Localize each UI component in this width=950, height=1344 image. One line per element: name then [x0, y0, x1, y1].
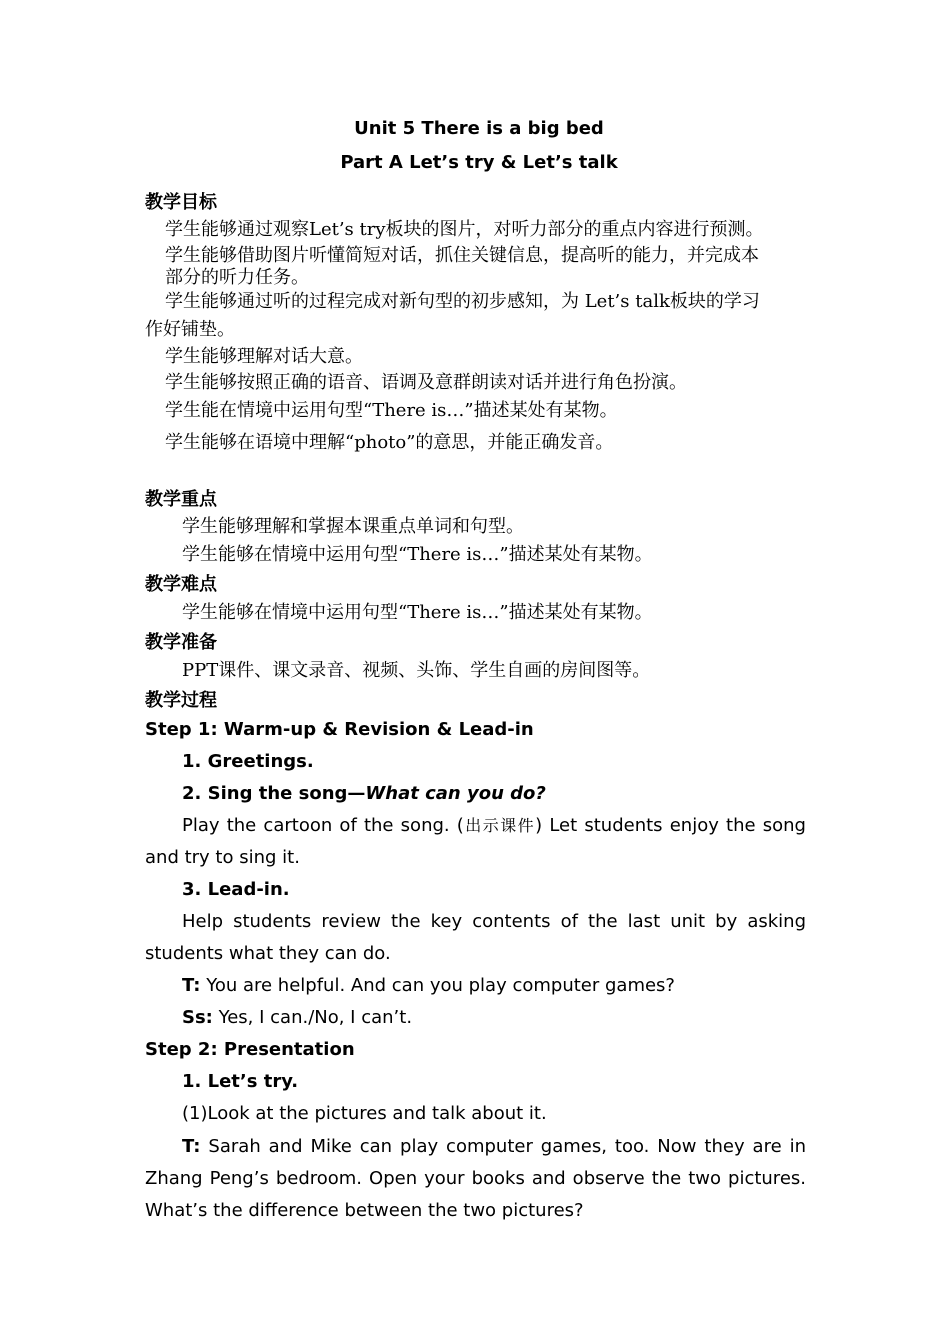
objective-item-2a: 学生能够借助图片听懂简短对话，抓住关键信息，提高听的能力，并完成本 [165, 245, 759, 266]
dialog-text: Sarah and Mike can play computer games, too. Now they are in [200, 1136, 806, 1157]
step2-dialog-t-b: Zhang Peng’s bedroom. Open your books and observe the two pictures. [145, 1168, 806, 1189]
objective-item-1: 学生能够通过观察Let’s try板块的图片，对听力部分的重点内容进行预测。 [165, 219, 764, 240]
step2-para-1: (1)Look at the pictures and talk about it. [182, 1103, 547, 1124]
key-point-1: 学生能够理解和掌握本课重点单词和句型。 [182, 516, 524, 537]
speaker-label: Ss: [182, 1007, 213, 1028]
dialog-text: You are helpful. And can you play computer games? [200, 975, 675, 996]
title-line-2: Part A Let’s try & Let’s talk [340, 152, 618, 173]
step1-para-1a [182, 814, 806, 838]
song-label: 2. Sing the song— [182, 783, 366, 804]
objective-item-6: 学生能在情境中运用句型“There is…”描述某处有某物。 [165, 400, 618, 421]
dialog-text: Yes, I can./No, I can’t. [212, 1007, 413, 1028]
step1-dialog-t [182, 974, 675, 998]
objective-item-4: 学生能够理解对话大意。 [165, 346, 363, 367]
step1-item-greetings: 1. Greetings. [182, 751, 314, 772]
para-text: ) Let students enjoy the song [535, 815, 806, 836]
title-line-1: Unit 5 There is a big bed [354, 118, 604, 139]
step2-dialog-t-c: What’s the difference between the two pictures? [145, 1200, 584, 1221]
speaker-label: T: [182, 1136, 201, 1157]
preparation-item: PPT课件、课文录音、视频、头饰、学生自画的房间图等。 [182, 660, 651, 681]
objectives-heading: 教学目标 [145, 192, 217, 213]
step1-para-2a: Help students review the key contents of the last unit by asking [182, 911, 806, 932]
key-points-heading: 教学重点 [145, 489, 217, 510]
step2-item-lets-try: 1. Let’s try. [182, 1071, 299, 1092]
objective-item-3b: 作好铺垫。 [145, 319, 235, 340]
step1-heading: Step 1: Warm-up & Revision & Lead-in [145, 719, 534, 740]
objective-item-7: 学生能够在语境中理解“photo”的意思，并能正确发音。 [165, 432, 614, 453]
step1-item-song [182, 782, 546, 806]
objective-item-3a: 学生能够通过听的过程完成对新句型的初步感知，为 Let’s talk板块的学习 [165, 291, 760, 312]
process-heading: 教学过程 [145, 690, 217, 711]
preparation-heading: 教学准备 [145, 632, 217, 653]
step1-item-leadin: 3. Lead-in. [182, 879, 290, 900]
speaker-label: T: [182, 975, 201, 996]
song-title: What can you do? [365, 783, 546, 804]
key-point-2: 学生能够在情境中运用句型“There is…”描述某处有某物。 [182, 544, 653, 565]
difficulty-1: 学生能够在情境中运用句型“There is…”描述某处有某物。 [182, 602, 653, 623]
objective-item-5: 学生能够按照正确的语音、语调及意群朗读对话并进行角色扮演。 [165, 372, 687, 393]
step1-para-1b: and try to sing it. [145, 847, 300, 868]
objective-item-2b: 部分的听力任务。 [165, 267, 309, 288]
step1-dialog-ss [182, 1006, 412, 1030]
step1-para-2b: students what they can do. [145, 943, 391, 964]
para-cjk: 出示课件 [463, 816, 536, 835]
step2-dialog-t-a [182, 1135, 806, 1159]
difficulties-heading: 教学难点 [145, 574, 217, 595]
step2-heading: Step 2: Presentation [145, 1039, 355, 1060]
para-text: Play the cartoon of the song. ( [182, 815, 464, 836]
